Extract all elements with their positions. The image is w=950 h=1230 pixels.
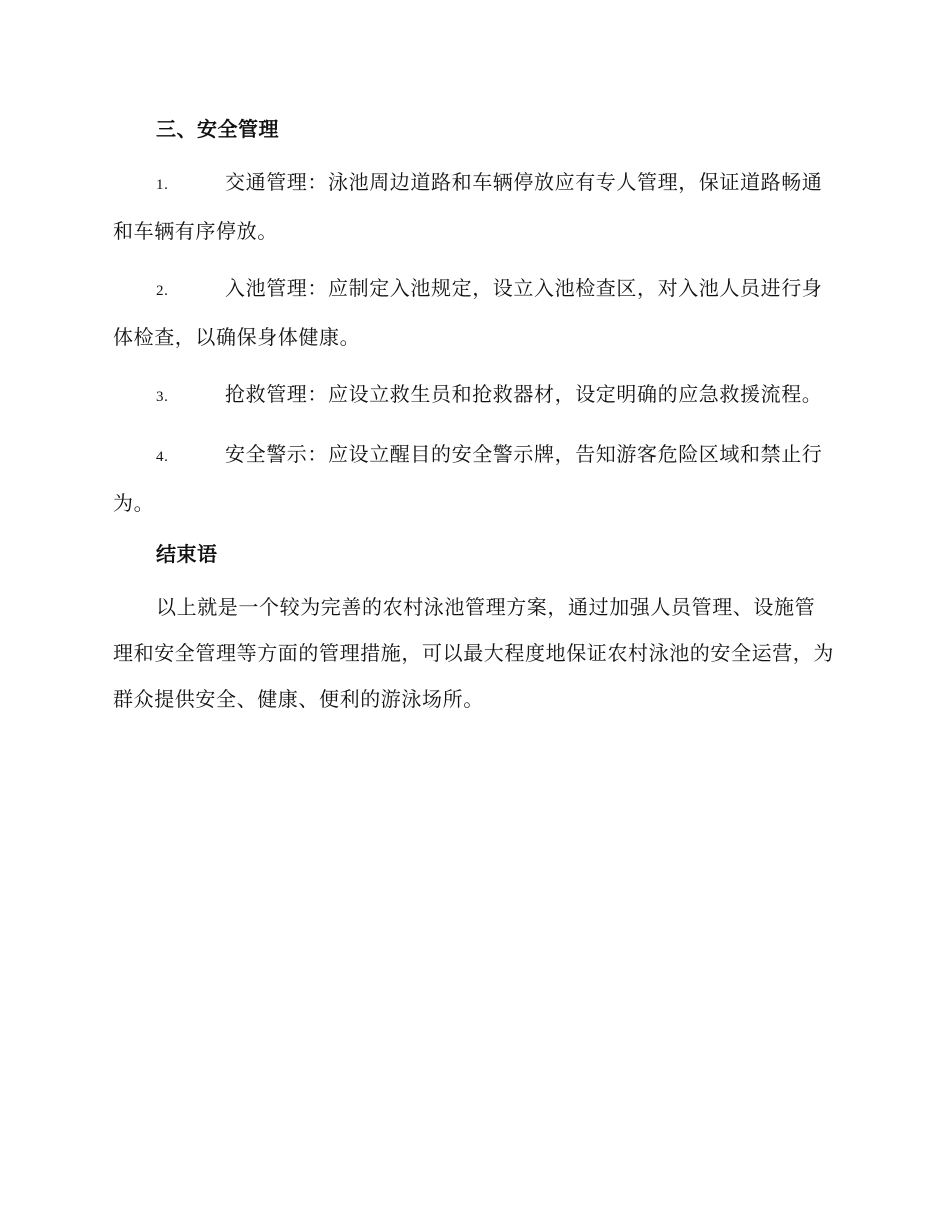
list-item-number: 1. — [156, 177, 169, 193]
list-item — [113, 431, 835, 526]
section-heading: 三、安全管理 — [156, 117, 279, 141]
list-item-number: 3. — [156, 389, 169, 405]
conclusion-paragraph: 以上就是一个较为完善的农村泳池管理方案，通过加强人员管理、设施管理和安全管理等方面的管理措施，可以最大程度地保证农村泳池的安全运营，为群众提供安全、健康、便利的游泳场所。 — [113, 595, 834, 711]
list-item-text: 入池管理：应制定入池规定，设立入池检查区，对入池人员进行身体检查，以确保身体健康。 — [113, 276, 823, 349]
list-item-text: 安全警示：应设立醒目的安全警示牌，告知游客危险区域和禁止行为。 — [113, 442, 823, 515]
list-item — [113, 159, 835, 254]
list-item-text: 抢救管理：应设立救生员和抢救器材，设定明确的应急救援流程。 — [225, 382, 823, 406]
list-item-number: 4. — [156, 449, 169, 465]
list-item — [113, 265, 835, 360]
list-item-text: 交通管理：泳池周边道路和车辆停放应有专人管理，保证道路畅通和车辆有序停放。 — [113, 170, 823, 243]
list-item — [113, 371, 835, 420]
list-item-number: 2. — [156, 283, 169, 299]
document-body — [113, 112, 835, 722]
conclusion-heading: 结束语 — [156, 542, 218, 566]
